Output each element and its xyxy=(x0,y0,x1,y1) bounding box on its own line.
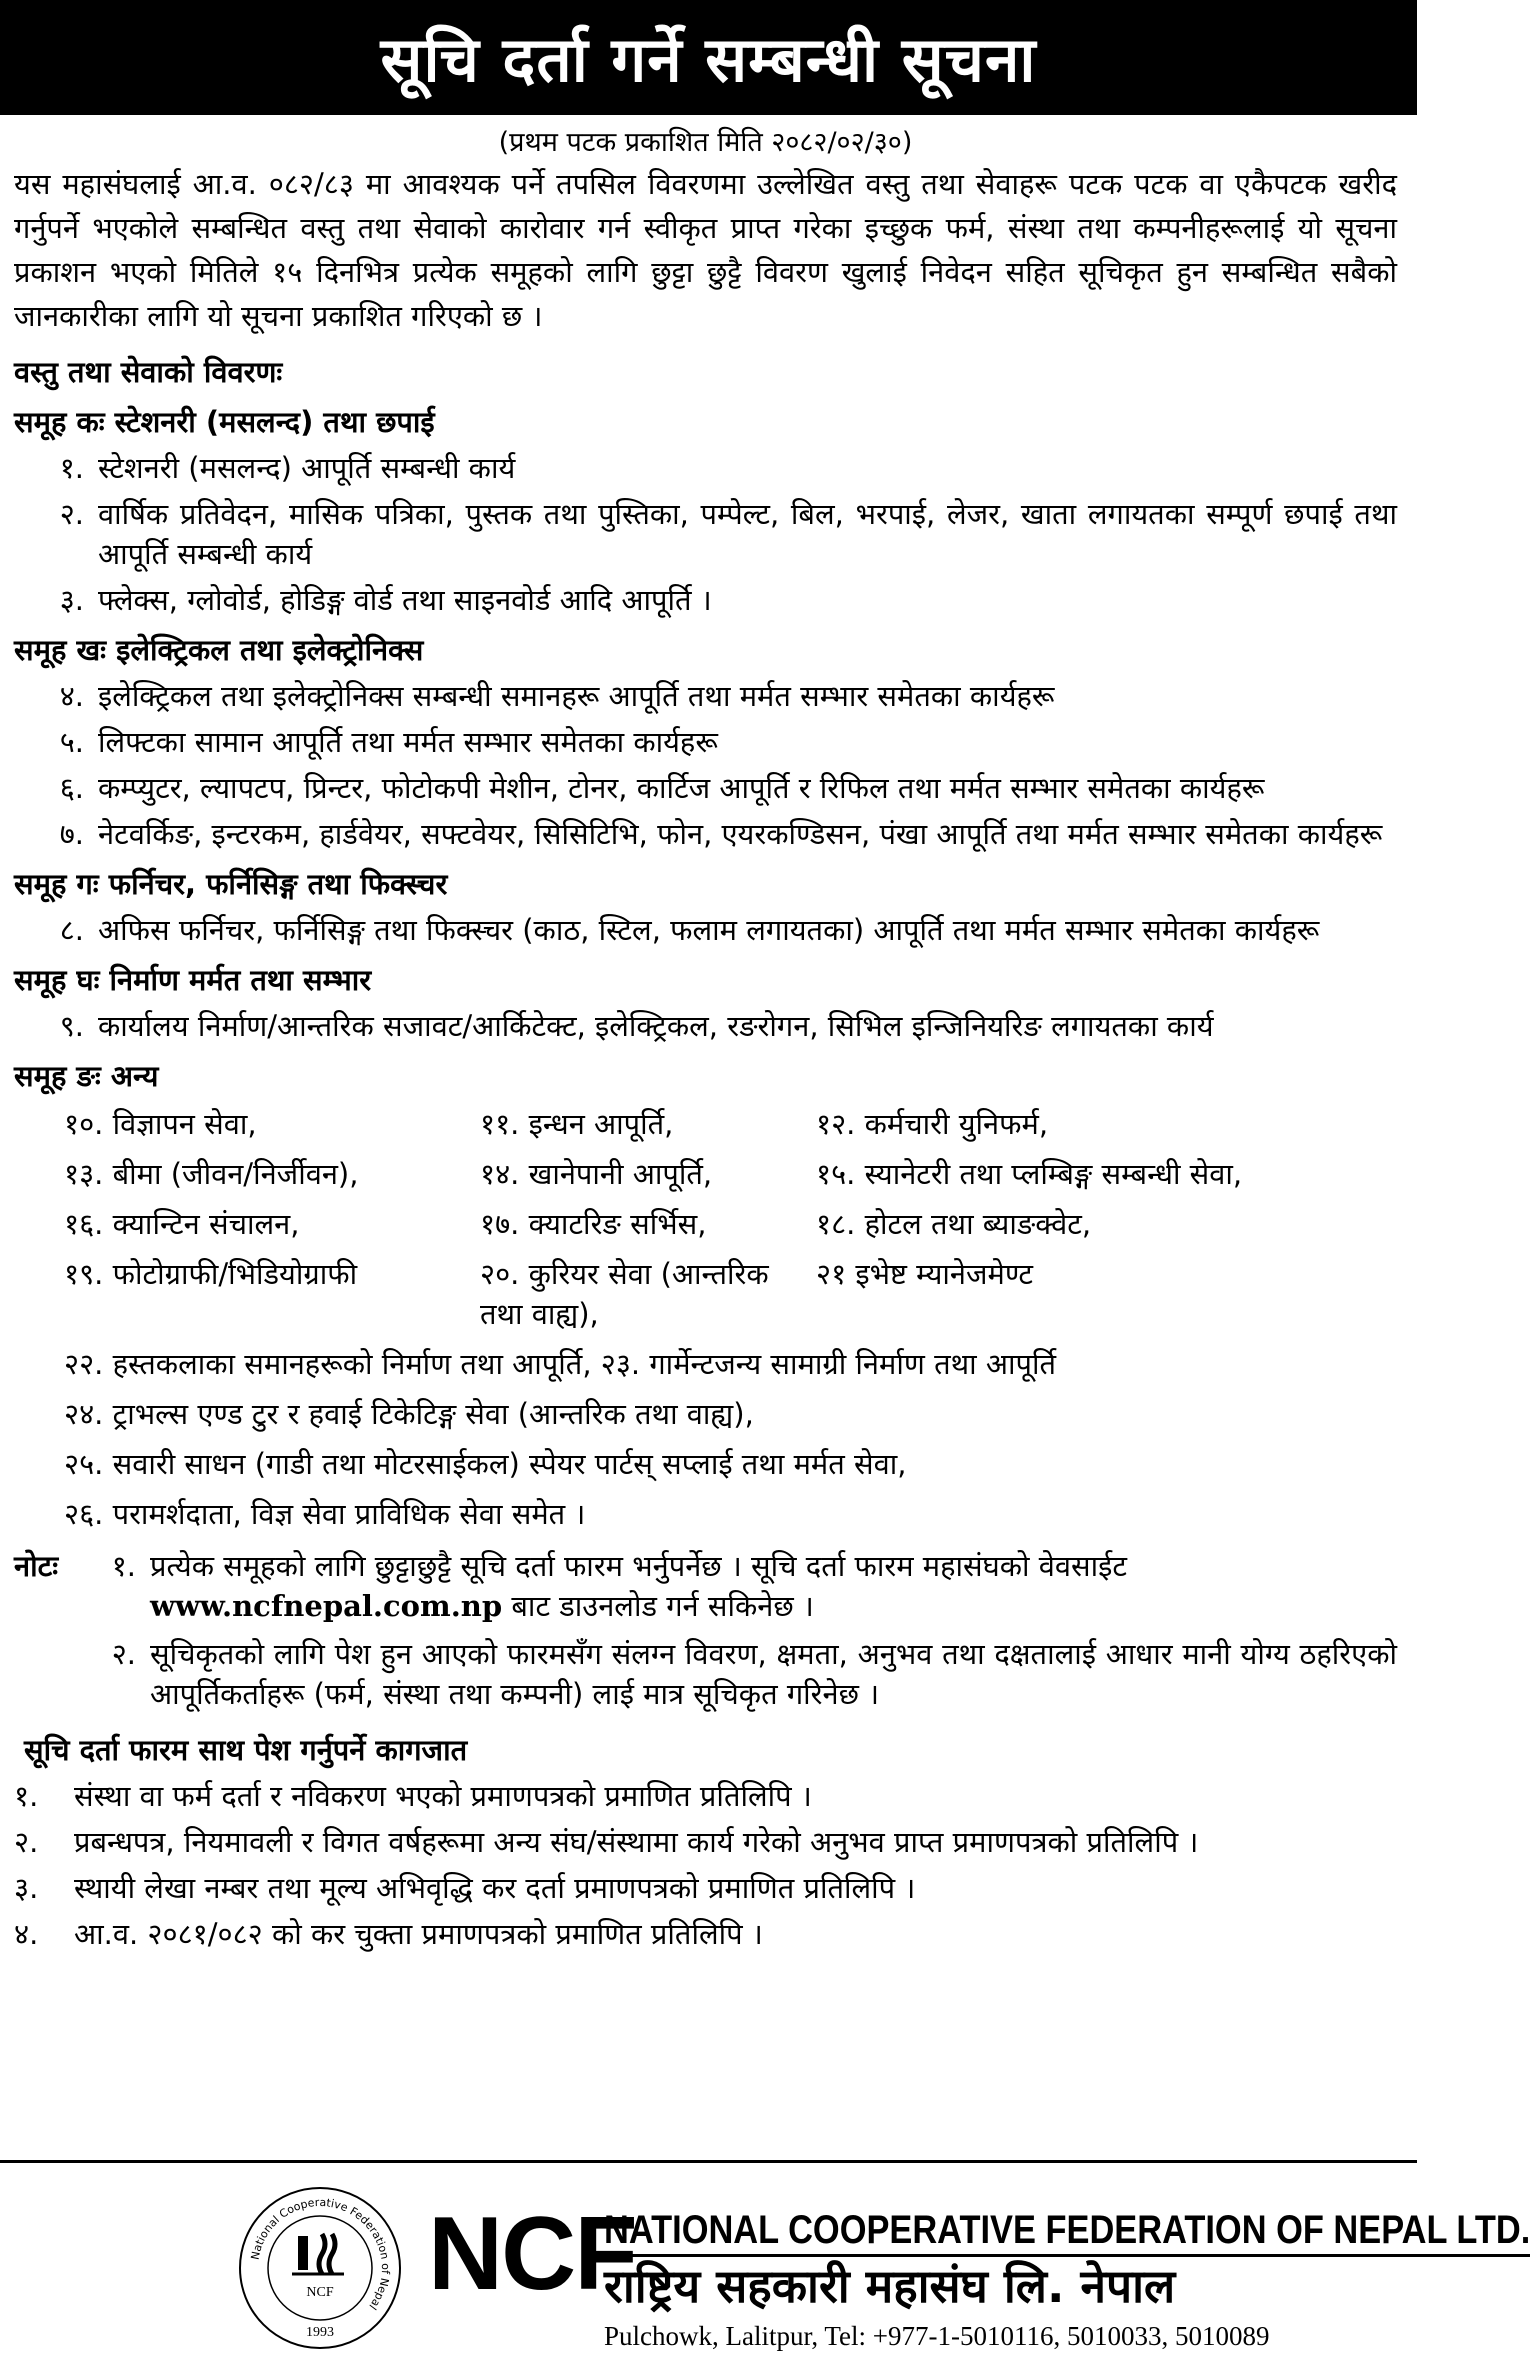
doc-text: प्रबन्धपत्र, नियमावली र विगत वर्षहरूमा अन्य संघ/संस्थामा कार्य गरेको अनुभव प्राप्त प्रमाणपत्रको प्रतिलिपि । xyxy=(74,1825,1199,1859)
doc-number: ४. xyxy=(14,1917,39,1951)
item-text: कम्प्युटर, ल्यापटप, प्रिन्टर, फोटोकपी मेशीन, टोनर, कार्टिज आपूर्ति र रिफिल तथा मर्मत सम्भार समेतका कार्यहरू xyxy=(98,771,1265,805)
group-gha xyxy=(14,960,1397,1046)
list-item xyxy=(14,448,1397,488)
group-kha xyxy=(14,630,1397,854)
document-item xyxy=(14,1914,1397,1954)
grid-item: १८. होटल तथा ब्याङक्वेट, xyxy=(816,1207,1092,1241)
note-number: २. xyxy=(111,1637,136,1671)
ncf-seal-logo xyxy=(236,2184,404,2352)
footer xyxy=(0,2164,1530,2362)
group-heading: समूह गः फर्निचर, फर्निसिङ्ग तथा फिक्स्चर xyxy=(14,867,448,901)
grid-item: १२. कर्मचारी युनिफर्म, xyxy=(816,1107,1049,1141)
grid-item: १४. खानेपानी आपूर्ति, xyxy=(480,1157,713,1191)
item-text: लिफ्टका सामान आपूर्ति तथा मर्मत सम्भार समेतका कार्यहरू xyxy=(98,725,718,759)
other-items-grid xyxy=(14,1104,1397,1334)
group-heading: समूह घः निर्माण मर्मत तथा सम्भार xyxy=(14,963,372,997)
notes-label: नोटः xyxy=(14,1549,59,1583)
ncf-wordmark: NCF xyxy=(428,2196,636,2312)
other-item-line: २४. ट्राभल्स एण्ड टुर र हवाई टिकेटिङ्ग सेवा (आन्तरिक तथा वाह्य), xyxy=(64,1397,754,1431)
item-number: ४. xyxy=(59,679,84,713)
doc-number: २. xyxy=(14,1825,39,1859)
list-item xyxy=(14,676,1397,716)
notes-label-spacer xyxy=(14,1634,86,1714)
group-ga xyxy=(14,864,1397,950)
footer-divider xyxy=(0,2160,1417,2163)
grid-item: १५. स्यानेटरी तथा प्लम्बिङ्ग सम्बन्धी सेवा, xyxy=(816,1157,1243,1191)
item-number: २. xyxy=(59,497,84,531)
doc-text: आ.व. २०८१/०८२ को कर चुक्ता प्रमाणपत्रको प्रमाणित प्रतिलिपि । xyxy=(74,1917,763,1951)
grid-item: १७. क्याटरिङ सर्भिस, xyxy=(480,1207,707,1241)
notice-title: सूचि दर्ता गर्ने सम्बन्धी सूचना xyxy=(0,0,1417,115)
other-item-line: २६. परामर्शदाता, विज्ञ सेवा प्राविधिक सेवा समेत । xyxy=(64,1497,586,1531)
item-text: कार्यालय निर्माण/आन्तरिक सजावट/आर्किटेक्ट, इलेक्ट्रिकल, रङरोगन, सिभिल इन्जिनियरिङ लगायतका कार्य xyxy=(98,1009,1214,1043)
grid-item: १६. क्यान्टिन संचालन, xyxy=(64,1207,300,1241)
doc-number: ३. xyxy=(14,1871,39,1905)
item-text: स्टेशनरी (मसलन्द) आपूर्ति सम्बन्धी कार्य xyxy=(98,451,516,485)
note-text: सूचिकृतको लागि पेश हुन आएको फारमसँग संलग्न विवरण, क्षमता, अनुभव तथा दक्षतालाई आधार मानी योग्य ठहरिएको आपूर्तिकर्ताहरू (फर्म, संस्था तथा कम्पनी) लाई मात्र सूचिकृत गरिनेछ । xyxy=(150,1637,1397,1711)
group-heading: समूह कः स्टेशनरी (मसलन्द) तथा छपाई xyxy=(14,405,435,439)
note-text-main: प्रत्येक समूहको लागि छुट्टाछुट्टै सूचि दर्ता फारम भर्नुपर्नेछ । सूचि दर्ता फारम महासंघको वेवसाईट xyxy=(150,1549,1127,1583)
grid-item: २०. कुरियर सेवा (आन्तरिक तथा वाह्य), xyxy=(480,1257,769,1331)
document-item xyxy=(14,1822,1397,1862)
note-text xyxy=(136,1546,1397,1626)
document-item xyxy=(14,1868,1397,1908)
note-item xyxy=(14,1546,1397,1626)
other-item-line: २५. सवारी साधन (गाडी तथा मोटरसाईकल) स्पेयर पार्टस् सप्लाई तथा मर्मत सेवा, xyxy=(64,1447,907,1481)
note-item xyxy=(14,1634,1397,1714)
list-item xyxy=(14,1006,1397,1046)
org-name-nepali: राष्ट्रिय सहकारी महासंघ लि. नेपाल xyxy=(604,2259,1176,2313)
note-number: १. xyxy=(111,1549,136,1583)
org-address: Pulchowk, Lalitpur, Tel: +977-1-5010116, 5010033, 5010089 xyxy=(604,2321,1270,2351)
grid-item: १३. बीमा (जीवन/निर्जीवन), xyxy=(64,1157,359,1191)
document-item xyxy=(14,1776,1397,1816)
list-item xyxy=(14,580,1397,620)
seal-abbr: NCF xyxy=(306,2285,334,2300)
item-number: ९. xyxy=(59,1009,84,1043)
list-item xyxy=(14,768,1397,808)
documents-section xyxy=(14,1730,1397,1954)
item-text: नेटवर्किङ, इन्टरकम, हार्डवेयर, सफ्टवेयर, सिसिटिभि, फोन, एयरकण्डिसन, पंखा आपूर्ति तथा मर्मत सम्भार समेतका कार्यहरू xyxy=(98,817,1383,851)
item-text: इलेक्ट्रिकल तथा इलेक्ट्रोनिक्स सम्बन्धी समानहरू आपूर्ति तथा मर्मत सम्भार समेतका कार्यहरू xyxy=(98,679,1055,713)
documents-heading: सूचि दर्ता फारम साथ पेश गर्नुपर्ने कागजात xyxy=(24,1733,468,1767)
item-number: ८. xyxy=(59,913,84,947)
doc-number: १. xyxy=(14,1779,39,1813)
notice-body xyxy=(14,118,1397,1954)
details-heading: वस्तु तथा सेवाको विवरणः xyxy=(14,355,283,389)
grid-item: २१ इभेष्ट म्यानेजमेण्ट xyxy=(816,1257,1033,1291)
list-item xyxy=(14,814,1397,854)
note-text-after: बाट डाउनलोड गर्न सकिनेछ । xyxy=(502,1589,814,1623)
item-number: ६. xyxy=(59,771,84,805)
notes-section xyxy=(14,1546,1397,1714)
intro-paragraph: यस महासंघलाई आ.व. ०८२/८३ मा आवश्यक पर्ने तपसिल विवरणमा उल्लेखित वस्तु तथा सेवाहरू पटक पटक वा एकैपटक खरीद गर्नुपर्ने भएकोले सम्बन्धित वस्तु तथा सेवाको कारोवार गर्न स्वीकृत प्राप्त गरेका इच्छुक फर्म, संस्था तथा कम्पनीहरूलाई यो सूचना प्रकाशन भएको मितिले १५ दिनभित्र प्रत्येक समूहको लागि छुट्टा छुट्टै विवरण खुलाई निवेदन सहित सूचिकृत हुन सम्बन्धित सबैको जानकारीका लागि यो सूचना प्रकाशित गरिएको छ । xyxy=(14,167,1397,333)
doc-text: संस्था वा फर्म दर्ता र नविकरण भएको प्रमाणपत्रको प्रमाणित प्रतिलिपि । xyxy=(74,1779,812,1813)
group-nga xyxy=(14,1056,1397,1534)
group-heading: समूह ङः अन्य xyxy=(14,1059,159,1093)
other-item-line: २२. हस्तकलाका समानहरूको निर्माण तथा आपूर्ति, २३. गार्मेन्टजन्य सामाग्री निर्माण तथा आपूर्ति xyxy=(64,1347,1057,1381)
grid-item: १०. विज्ञापन सेवा, xyxy=(64,1107,257,1141)
seal-year: 1993 xyxy=(306,2325,334,2340)
item-number: ३. xyxy=(59,583,84,617)
item-number: ५. xyxy=(59,725,84,759)
website-link[interactable]: www.ncfnepal.com.np xyxy=(150,1589,503,1623)
org-name-english: NATIONAL COOPERATIVE FEDERATION OF NEPAL LTD. xyxy=(604,2208,1530,2257)
item-number: ७. xyxy=(59,817,84,851)
seal-ring-text: National Cooperative Federation of Nepal xyxy=(248,2195,393,2313)
list-item xyxy=(14,722,1397,762)
publication-date: (प्रथम पटक प्रकाशित मिति २०८२/०२/३०) xyxy=(498,127,913,158)
item-text: वार्षिक प्रतिवेदन, मासिक पत्रिका, पुस्तक तथा पुस्तिका, पम्पेल्ट, बिल, भरपाई, लेजर, खाता लगायतका सम्पूर्ण छपाई तथा आपूर्ति सम्बन्धी कार्य xyxy=(98,497,1397,571)
group-ka xyxy=(14,402,1397,620)
item-text: अफिस फर्निचर, फर्निसिङ्ग तथा फिक्स्चर (काठ, स्टिल, फलाम लगायतका) आपूर्ति तथा मर्मत सम्भार समेतका कार्यहरू xyxy=(98,913,1320,947)
group-heading: समूह खः इलेक्ट्रिकल तथा इलेक्ट्रोनिक्स xyxy=(14,633,424,667)
grid-item: १९. फोटोग्राफी/भिडियोग्राफी xyxy=(64,1257,358,1291)
doc-text: स्थायी लेखा नम्बर तथा मूल्य अभिवृद्धि कर दर्ता प्रमाणपत्रको प्रमाणित प्रतिलिपि । xyxy=(74,1871,916,1905)
list-item xyxy=(14,910,1397,950)
item-text: फ्लेक्स, ग्लोवोर्ड, होडिङ्ग वोर्ड तथा साइनवोर्ड आदि आपूर्ति । xyxy=(98,583,712,617)
grid-item: ११. इन्धन आपूर्ति, xyxy=(480,1107,674,1141)
list-item xyxy=(14,494,1397,574)
item-number: १. xyxy=(59,451,84,485)
